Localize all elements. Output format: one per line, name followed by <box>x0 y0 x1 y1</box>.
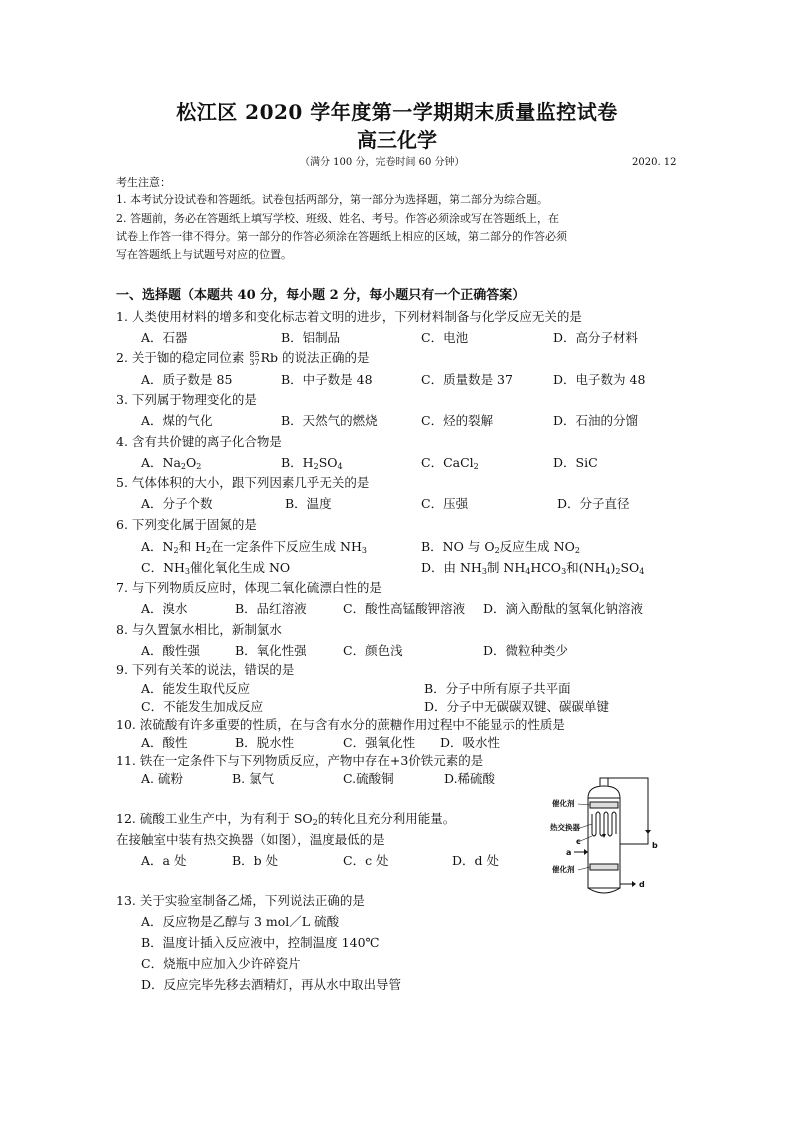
q6-d-sub-2: 4 <box>525 567 531 576</box>
label-a: a <box>566 848 572 857</box>
q4-a-text-2: O <box>186 455 197 470</box>
q4-a-sub-1: 2 <box>180 462 187 471</box>
q5-option-d: D．分子直径 <box>557 496 630 511</box>
q13-stem: 13. 关于实验室制备乙烯，下列说法正确的是 <box>116 893 365 908</box>
rb-symbol: Rb <box>260 350 278 365</box>
q6-option-a <box>141 539 367 556</box>
q9-option-d: D．分子中无碳碳双键、碳碳单键 <box>424 699 610 714</box>
q11-option-b: B. 氯气 <box>232 771 275 786</box>
q12-stem <box>116 811 455 828</box>
label-catalyst-bottom: 催化剂 <box>552 865 575 874</box>
q1-option-d: D．高分子材料 <box>553 330 639 345</box>
q7-stem: 7. 与下列物质反应时，体现二氧化硫漂白性的是 <box>116 580 382 595</box>
q1-option-c: C．电池 <box>421 330 469 345</box>
q13-option-c: C．烧瓶中应加入少许碎瓷片 <box>141 956 301 971</box>
q10-option-c: C．强氧化性 <box>343 735 416 750</box>
q10-option-a: A．酸性 <box>141 735 188 750</box>
q11-option-d: D.稀硫酸 <box>444 771 496 786</box>
q5-stem: 5. 气体体积的大小，跟下列因素几乎无关的是 <box>116 475 370 490</box>
q11-option-a: A. 硫粉 <box>141 771 183 786</box>
note-1: 1. 本考试分设试卷和答题纸。试卷包括两部分，第一部分为选择题，第二部分为综合题。 <box>116 193 548 206</box>
q6-d-sub-3: 3 <box>561 567 567 576</box>
arrow-d-icon <box>632 881 636 887</box>
q5-option-a: A．分子个数 <box>141 496 213 511</box>
q12-option-d: D．d 处 <box>452 853 499 868</box>
q9-stem: 9. 下列有关苯的说法，错误的是 <box>116 662 295 677</box>
leader-exchanger <box>580 824 592 828</box>
q6-d-text-6: SO <box>620 560 640 575</box>
q6-a-text-2: 和 H <box>178 539 206 554</box>
q3-option-c: C．烃的裂解 <box>421 413 494 428</box>
q2-option-c: C．质量数是 37 <box>421 372 513 387</box>
q6-a-text-3: 在一定条件下反应生成 NH <box>211 539 362 554</box>
catalyst-bed-top <box>590 802 618 808</box>
q6-a-sub-2: 2 <box>205 546 212 555</box>
exam-info: （满分 100 分，完卷时间 60 分钟） <box>300 157 465 168</box>
q12-option-a: A．a 处 <box>141 853 187 868</box>
q8-option-d: D．微粒种类少 <box>483 643 569 658</box>
q4-option-b <box>281 455 343 472</box>
q2-option-d: D．电子数为 48 <box>553 372 646 387</box>
rb-atomic-number: 37 <box>249 357 260 367</box>
exam-date: 2020. 12 <box>632 157 677 168</box>
top-outlet-pipe <box>600 778 608 786</box>
q1-stem: 1. 人类使用材料的增多和变化标志着文明的进步，下列材料制备与化学反应无关的是 <box>116 309 582 324</box>
page-title: 松江区 2020 学年度第一学期期末质量监控试卷 <box>176 100 618 124</box>
q11-option-c: C.硫酸铜 <box>343 771 394 786</box>
q11-stem: 11. 铁在一定条件下与下列物质反应，产物中存在+3价铁元素的是 <box>116 753 484 768</box>
q6-a-sub-3: 3 <box>361 546 367 555</box>
heat-exchanger-coil <box>592 812 616 836</box>
q10-option-d: D．吸水性 <box>440 735 501 750</box>
q12-stem-sub: 2 <box>312 818 318 827</box>
q4-c-sub-1: 2 <box>473 462 479 471</box>
q6-b-text-2: 反应生成 NO <box>499 539 575 554</box>
q6-c-text-1: C．NH <box>141 560 185 575</box>
q7-option-c: C．酸性高锰酸钾溶液 <box>343 601 466 616</box>
q6-b-text-1: B．NO 与 O <box>421 539 495 554</box>
q8-stem: 8. 与久置氯水相比，新制氯水 <box>116 622 282 637</box>
q4-option-d: D．SiC <box>553 455 598 470</box>
q2-stem-post: 的说法正确的是 <box>277 350 370 365</box>
rb-mass-number: 85 <box>249 349 260 359</box>
q6-d-text-3: HCO <box>530 560 562 575</box>
q6-d-sub-4: 4 <box>605 567 611 576</box>
note-2-line-1: 2. 答题前，务必在答题纸上填写学校、班级、姓名、考号。作答必须涂或写在答题纸上，在 <box>116 212 559 225</box>
arrow-a-icon <box>584 849 588 855</box>
q4-b-text-2: SO <box>318 455 338 470</box>
chamber-dome <box>588 786 620 798</box>
q6-option-d <box>421 560 644 577</box>
q6-option-b <box>421 539 580 556</box>
q10-option-b: B．脱水性 <box>235 735 295 750</box>
q12-option-c: C．c 处 <box>343 853 389 868</box>
q9-option-c: C．不能发生加成反应 <box>141 699 264 714</box>
rb-isotope-notation <box>249 351 259 367</box>
q8-option-a: A．酸性强 <box>141 643 201 658</box>
page-subtitle: 高三化学 <box>357 128 437 152</box>
q2-stem-pre: 2. 关于铷的稳定同位素 <box>116 350 249 365</box>
q13-option-d: D．反应完毕先移去酒精灯，再从水中取出导管 <box>141 977 402 992</box>
q4-b-text-1: B．H <box>281 455 314 470</box>
q8-option-c: C．颜色浅 <box>343 643 403 658</box>
q1-option-a: A．石器 <box>141 330 188 345</box>
label-b: b <box>652 841 658 850</box>
section-1-heading: 一、选择题（本题共 40 分，每小题 2 分，每小题只有一个正确答案） <box>116 288 526 303</box>
q6-b-sub-2: 2 <box>574 546 580 555</box>
q6-d-text-5: ) <box>610 560 616 575</box>
q3-option-b: B．天然气的燃烧 <box>281 413 378 428</box>
q6-d-sub-5: 2 <box>615 567 621 576</box>
q9-option-a: A．能发生取代反应 <box>141 681 251 696</box>
q13-option-a: A．反应物是乙醇与 3 mol／L 硫酸 <box>141 914 340 929</box>
q8-option-b: B．氧化性强 <box>235 643 307 658</box>
q7-option-a: A．溴水 <box>141 601 188 616</box>
q6-a-sub-1: 2 <box>173 546 179 555</box>
q6-c-sub-1: 3 <box>184 567 190 576</box>
q6-option-c <box>141 560 290 577</box>
q4-a-sub-2: 2 <box>196 462 202 471</box>
q6-d-sub-1: 3 <box>481 567 487 576</box>
q5-option-b: B．温度 <box>285 496 332 511</box>
q12-stem-pre: 12. 硫酸工业生产中，为有利于 SO <box>116 811 313 826</box>
q4-option-a <box>141 455 201 472</box>
q3-option-a: A．煤的气化 <box>141 413 213 428</box>
q10-stem: 10. 浓硫酸有许多重要的性质，在与含有水分的蔗糖作用过程中不能显示的性质是 <box>116 717 565 732</box>
q1-option-b: B．铝制品 <box>281 330 341 345</box>
q9-option-b: B．分子中所有原子共平面 <box>424 681 571 696</box>
q7-option-d: D．滴入酚酞的氢氧化钠溶液 <box>483 601 644 616</box>
q3-option-d: D．石油的分馏 <box>553 413 639 428</box>
q4-a-text-1: A．Na <box>141 455 181 470</box>
q4-b-sub-2: 4 <box>337 462 343 471</box>
q6-c-text-2: 催化氧化生成 NO <box>190 560 291 575</box>
contact-chamber-diagram <box>548 772 668 900</box>
q6-d-text-4: 和(NH <box>566 560 606 575</box>
q4-option-c <box>421 455 479 472</box>
notes-heading: 考生注意： <box>116 176 171 189</box>
note-2-line-3: 写在答题纸上与试题号对应的位置。 <box>116 248 292 261</box>
label-catalyst-top: 催化剂 <box>552 799 575 808</box>
q12-stem-post: 的转化且充分利用能量。 <box>317 811 456 826</box>
q3-stem: 3. 下列属于物理变化的是 <box>116 392 257 407</box>
q5-option-c: C．压强 <box>421 496 469 511</box>
label-d: d <box>639 880 645 889</box>
arrow-b-icon <box>645 830 651 834</box>
q6-a-text-1: A．N <box>141 539 174 554</box>
note-2-line-2: 试卷上作答一律不得分。第一部分的作答必须涂在答题纸上相应的区域，第二部分的作答必须 <box>116 230 567 243</box>
q2-stem <box>116 350 369 367</box>
q6-b-sub-1: 2 <box>494 546 500 555</box>
label-heat-exchanger: 热交换器 <box>550 823 580 832</box>
q6-d-text-1: D．由 NH <box>421 560 482 575</box>
q6-stem: 6. 下列变化属于固氮的是 <box>116 517 257 532</box>
q7-option-b: B．品红溶液 <box>235 601 307 616</box>
q4-stem: 4. 含有共价键的离子化合物是 <box>116 434 282 449</box>
q2-option-a: A．质子数是 85 <box>141 372 233 387</box>
q4-c-text-1: C．CaCl <box>421 455 474 470</box>
label-c: c <box>576 837 581 846</box>
q13-option-b: B．温度计插入反应液中，控制温度 140℃ <box>141 935 380 950</box>
q6-d-sub-6: 4 <box>639 567 645 576</box>
q12-option-b: B．b 处 <box>232 853 279 868</box>
chamber-body <box>588 798 620 888</box>
chamber-bottom <box>588 888 620 893</box>
q12-stem-line-2: 在接触室中装有热交换器（如图），温度最低的是 <box>116 832 385 847</box>
q2-option-b: B．中子数是 48 <box>281 372 373 387</box>
catalyst-bed-bottom <box>590 864 618 870</box>
q4-b-sub-1: 2 <box>313 462 319 471</box>
q6-d-text-2: 制 NH <box>486 560 526 575</box>
